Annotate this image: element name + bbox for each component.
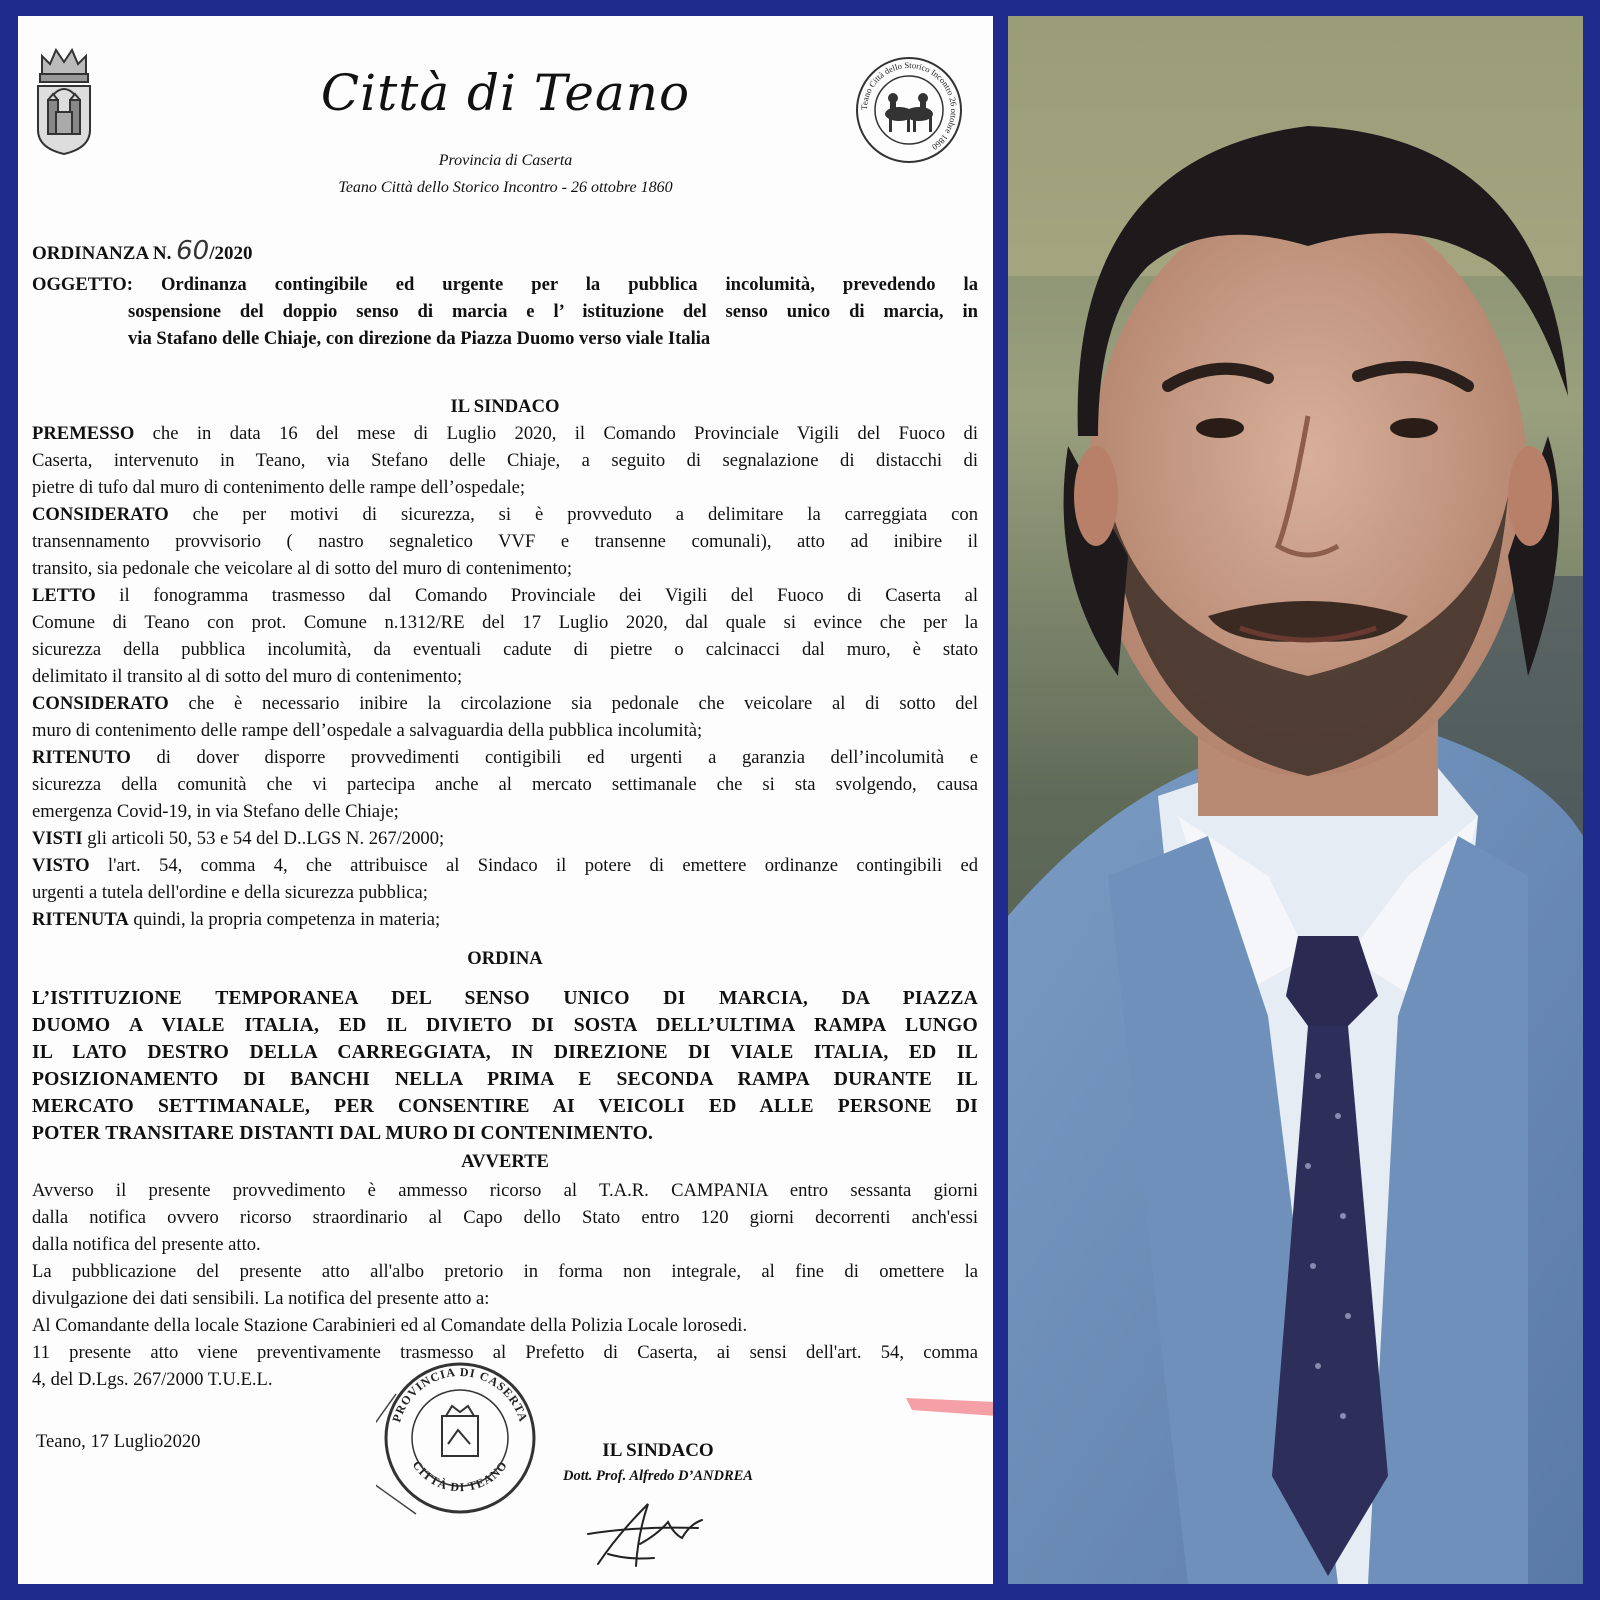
- signature-icon: [578, 1494, 738, 1574]
- town-title: Città di Teano: [320, 64, 691, 122]
- kw-letto: LETTO: [32, 585, 96, 606]
- svg-text:Teano Città dello Storico Inco: [859, 60, 959, 152]
- ordinance-number-label: ORDINANZA N.: [32, 243, 172, 264]
- heading-il-sindaco-text: IL SINDACO: [450, 396, 560, 417]
- kw-premesso: PREMESSO: [32, 423, 135, 444]
- heading-ordina-text: ORDINA: [467, 948, 543, 969]
- body-line: Comune di Teano con prot. Comune n.1312/RE del 17 Luglio 2020, dal quale si evince che per la: [32, 612, 978, 633]
- signer-name: Dott. Prof. Alfredo D’ANDREA: [563, 1468, 753, 1484]
- body-line: [32, 853, 978, 880]
- stamp-top-text: PROVINCIA DI CASERTA: [389, 1364, 531, 1424]
- kw-ritenuta: RITENUTA: [32, 909, 129, 930]
- ordinance-number-handwritten: 60: [176, 236, 210, 266]
- body-text: gli articoli 50, 53 e 54 del D..LGS N. 267/2000;: [82, 828, 445, 849]
- red-marker-icon: [906, 1394, 993, 1416]
- notice-line: 11 presente atto viene preventivamente trasmesso al Prefetto di Caserta, ai sensi dell'art. 54, comma: [32, 1342, 978, 1363]
- kw-considerato: CONSIDERATO: [32, 693, 169, 714]
- subject-text-2: sospensione del doppio senso di marcia e l’ istituzione del senso unico di marcia, in: [128, 301, 978, 322]
- portrait-illustration: [1008, 16, 1583, 1584]
- kw-visto: VISTO: [32, 855, 90, 876]
- body-text: che è necessario inibire la circolazione sia pedonale che veicolare al di sotto del: [168, 693, 978, 714]
- body-text: quindi, la propria competenza in materia;: [128, 909, 441, 930]
- body-line: [32, 826, 978, 853]
- place-date: Teano, 17 Luglio2020: [36, 1431, 201, 1452]
- ordinance-number-year: /2020: [209, 243, 253, 264]
- body-line: [32, 502, 978, 529]
- body-line: sicurezza della comunità che vi partecipa anche al mercato settimanale che si sta svolgendo, causa: [32, 774, 978, 795]
- kw-considerato: CONSIDERATO: [32, 504, 169, 525]
- order-line: DUOMO A VIALE ITALIA, ED IL DIVIETO DI SOSTA DELL’ULTIMA RAMPA LUNGO: [32, 1015, 978, 1036]
- body-line: [32, 691, 978, 718]
- body-line: [32, 583, 978, 610]
- subject-line-3: [128, 326, 978, 353]
- heading-il-sindaco: [32, 394, 978, 421]
- body-line: transito, sia pedonale che veicolare al di sotto del muro di contenimento;: [32, 558, 573, 579]
- ordinance-document: [18, 16, 993, 1584]
- svg-text:CITTÀ DI TEANO: [410, 1458, 511, 1494]
- order-line: POTER TRANSITARE DISTANTI DAL MURO DI CONTENIMENTO.: [32, 1123, 654, 1144]
- kw-ritenuto: RITENUTO: [32, 747, 131, 768]
- order-line: POSIZIONAMENTO DI BANCHI NELLA PRIMA E SECONDA RAMPA DURANTE IL: [32, 1069, 978, 1090]
- ordinance-number: [32, 236, 252, 266]
- body-line: delimitato il transito al di sotto del muro di contenimento;: [32, 666, 463, 687]
- body-line: [32, 421, 978, 448]
- body-line: Caserta, intervenuto in Teano, via Stefano delle Chiaje, a seguito di segnalazione di distacchi di: [32, 450, 978, 471]
- body-line: [32, 907, 978, 934]
- body-line: emergenza Covid-19, in via Stefano delle Chiaje;: [32, 801, 399, 822]
- body-line: sicurezza della pubblica incolumità, da eventuali cadute di pietre o calcinacci dal muro, è stato: [32, 639, 978, 660]
- body-line: urgenti a tutela dell'ordine e della sicurezza pubblica;: [32, 882, 428, 903]
- notice-line: divulgazione dei dati sensibili. La notifica del presente atto a:: [32, 1288, 490, 1309]
- body-line: transennamento provvisorio ( nastro segnaletico VVF e transenne comunali), atto ad inibire il: [32, 531, 978, 552]
- body-text: che in data 16 del mese di Luglio 2020, il Comando Provinciale Vigili del Fuoco di: [134, 423, 978, 444]
- heading-ordina: [32, 946, 978, 973]
- mayor-portrait-photo: [1008, 16, 1583, 1584]
- notice-line: Al Comandante della locale Stazione Carabinieri ed al Comandate della Polizia Locale lorosedi.: [32, 1315, 748, 1336]
- motto-subtitle: Teano Città dello Storico Incontro - 26 ottobre 1860: [338, 179, 673, 196]
- notice-line: 4, del D.Lgs. 267/2000 T.U.E.L.: [32, 1369, 273, 1390]
- heading-avverte-text: AVVERTE: [461, 1151, 549, 1172]
- order-line: IL LATO DESTRO DELLA CARREGGIATA, IN DIREZIONE DI VIALE ITALIA, ED IL: [32, 1042, 978, 1063]
- notice-line: Avverso il presente provvedimento è ammesso ricorso al T.A.R. CAMPANIA entro sessanta giorni: [32, 1180, 978, 1201]
- notice-line: La pubblicazione del presente atto all'albo pretorio in forma non integrale, al fine di omettere la: [32, 1261, 978, 1282]
- official-stamp-icon: [376, 1354, 544, 1522]
- notice-line: dalla notifica del presente atto.: [32, 1234, 261, 1255]
- subject-text-1: Ordinanza contingibile ed urgente per la pubblica incolumità, prevedendo la: [160, 274, 978, 295]
- order-line: L’ISTITUZIONE TEMPORANEA DEL SENSO UNICO DI MARCIA, DA PIAZZA: [32, 988, 978, 1009]
- heading-avverte: [32, 1149, 978, 1176]
- signer-title: IL SINDACO: [602, 1440, 714, 1461]
- seal-ring-text: Teano Città dello Storico Incontro 26 ottobre 1860: [858, 59, 960, 153]
- body-text: l'art. 54, comma 4, che attribuisce al Sindaco il potere di emettere ordinanze contingibili ed: [89, 855, 978, 876]
- body-text: che per motivi di sicurezza, si è provveduto a delimitare la carreggiata con: [168, 504, 978, 525]
- commemorative-seal-icon: [853, 54, 965, 166]
- notice-line: dalla notifica ovvero ricorso straordinario al Capo dello Stato entro 120 giorni decorrenti anch'essi: [32, 1207, 978, 1228]
- subject-line: [32, 272, 978, 299]
- subject-text-3: via Stafano delle Chiaje, con direzione da Piazza Duomo verso viale Italia: [128, 328, 711, 349]
- subject-line-2: [128, 299, 978, 326]
- province-subtitle: Provincia di Caserta: [438, 152, 573, 169]
- body-text: il fonogramma trasmesso dal Comando Provinciale dei Vigili del Fuoco di Caserta al: [95, 585, 978, 606]
- order-line: MERCATO SETTIMANALE, PER CONSENTIRE AI VEICOLI ED ALLE PERSONE DI: [32, 1096, 978, 1117]
- subject-label: OGGETTO:: [32, 274, 133, 295]
- body-line: pietre di tufo dal muro di contenimento delle rampe dell’ospedale;: [32, 477, 526, 498]
- body-line: [32, 745, 978, 772]
- body-text: di dover disporre provvedimenti contigibili ed urgenti a garanzia dell’incolumità e: [130, 747, 978, 768]
- kw-visti: VISTI: [32, 828, 83, 849]
- body-line: muro di contenimento delle rampe dell’ospedale a salvaguardia della pubblica incolumità;: [32, 720, 703, 741]
- stamp-bottom-text: CITTÀ DI TEANO: [409, 1458, 511, 1495]
